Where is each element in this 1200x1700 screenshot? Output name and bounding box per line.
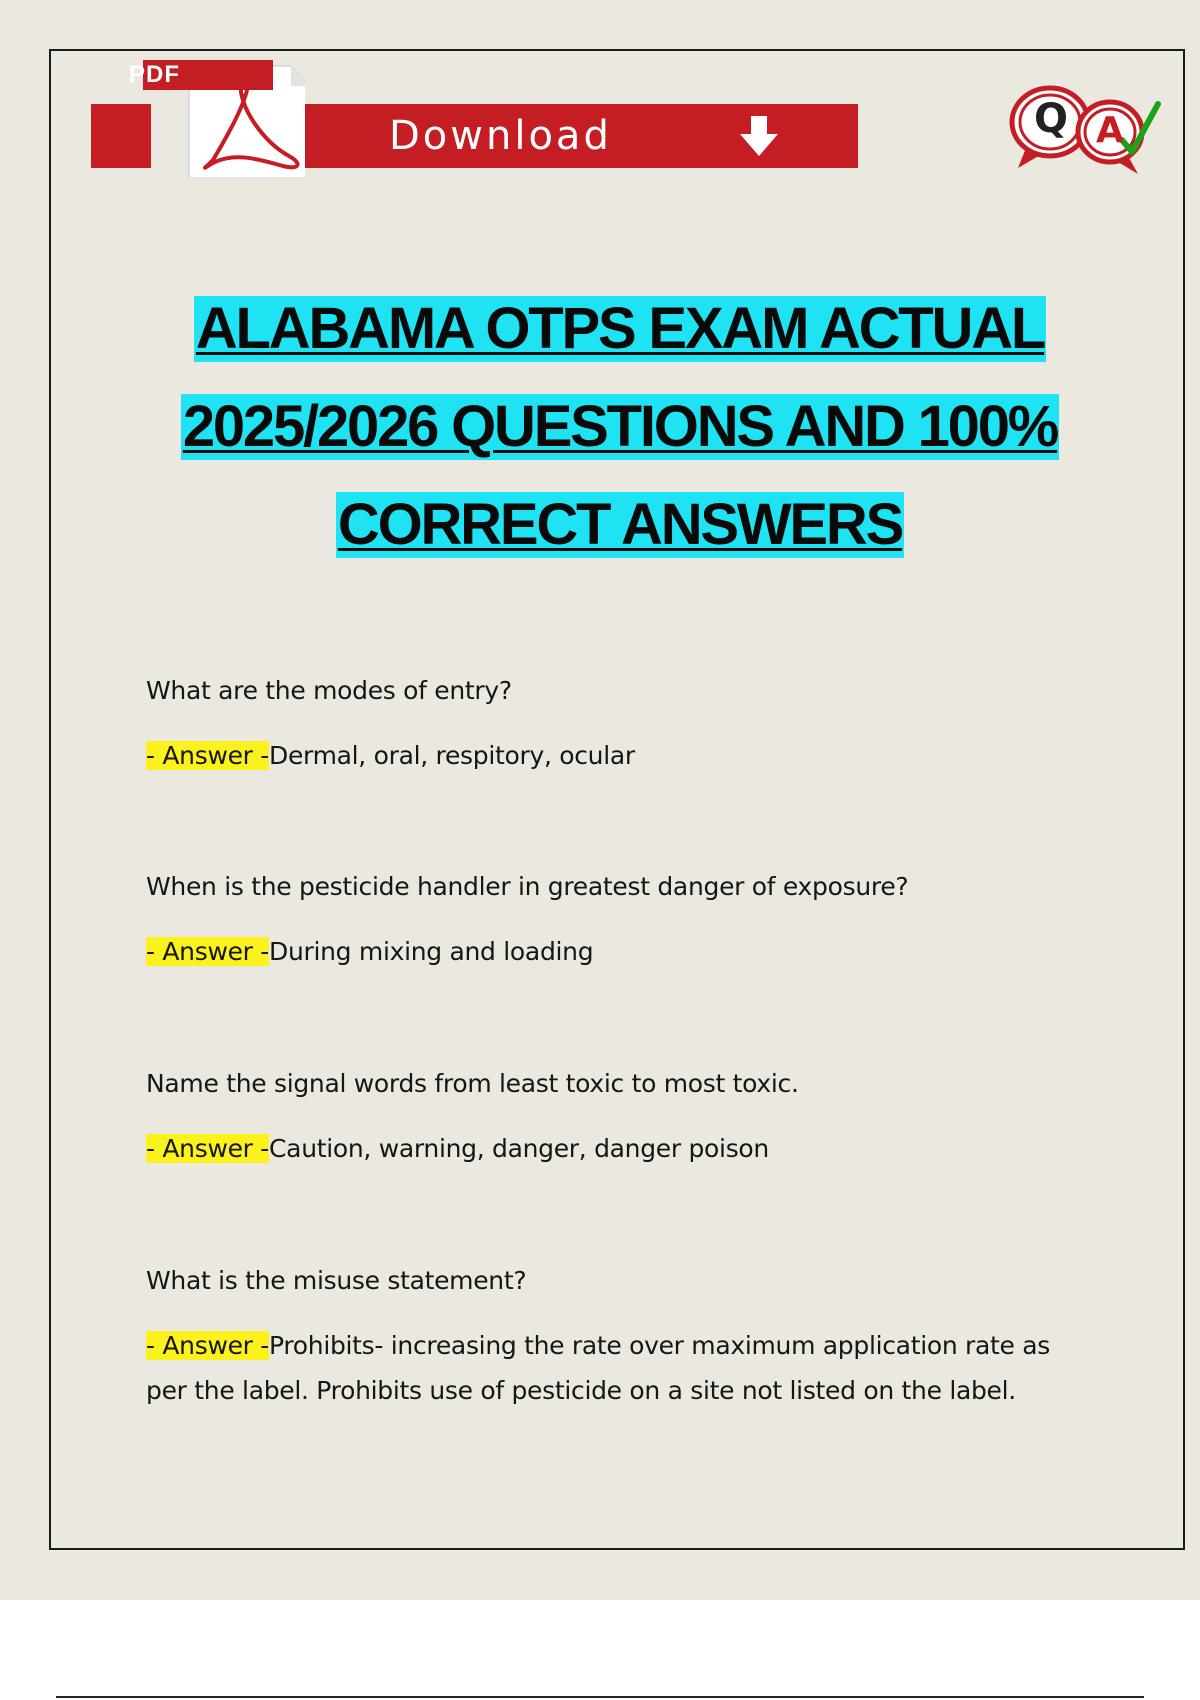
- qa-item-3: [146, 1061, 1086, 1171]
- qa-speech-bubbles-icon: [1006, 82, 1166, 178]
- logo-letter-a: A: [1096, 110, 1124, 151]
- title-line-3: CORRECT ANSWERS: [337, 492, 903, 557]
- answer-body: Dermal, oral, respitory, ocular: [269, 741, 635, 770]
- title-line-2: 2025/2026 QUESTIONS AND 100%: [182, 394, 1058, 459]
- title-line-1: ALABAMA OTPS EXAM ACTUAL: [195, 296, 1045, 361]
- question-text: When is the pesticide handler in greatest danger of exposure?: [146, 872, 909, 901]
- banner-left-stub: [91, 104, 151, 168]
- answer-body: Caution, warning, danger, danger poison: [269, 1134, 769, 1163]
- answer-text: [146, 733, 1086, 778]
- pdf-download-banner[interactable]: [91, 60, 859, 180]
- logo-letter-q: Q: [1034, 96, 1069, 142]
- answer-text: [146, 1126, 1086, 1171]
- download-button[interactable]: [301, 104, 858, 168]
- document-title: [60, 296, 1180, 590]
- answer-highlight-tag: - Answer -: [146, 1134, 270, 1163]
- answer-highlight-tag: - Answer -: [146, 937, 270, 966]
- answer-body: During mixing and loading: [269, 937, 594, 966]
- question-text: Name the signal words from least toxic to most toxic.: [146, 1069, 799, 1098]
- answer-text: [146, 929, 1086, 974]
- answer-highlight-tag: - Answer -: [146, 741, 270, 770]
- qa-item-4: [146, 1258, 1086, 1413]
- answer-highlight-tag: - Answer -: [146, 1331, 270, 1360]
- answer-body: Prohibits- increasing the rate over maximum application rate as per the label. Prohibits use of pesticide on a site not listed on the label.: [146, 1331, 1051, 1405]
- question-text: What is the misuse statement?: [146, 1266, 527, 1295]
- bottom-divider: [56, 1696, 1144, 1698]
- qa-logo: [1006, 82, 1166, 178]
- qa-item-1: [146, 668, 1086, 778]
- question-text: What are the modes of entry?: [146, 676, 512, 705]
- download-label: Download: [389, 113, 612, 159]
- answer-text: [146, 1323, 1086, 1413]
- pdf-tab-label: PDF: [129, 61, 180, 88]
- download-arrow-icon: [736, 116, 782, 160]
- qa-item-2: [146, 864, 1086, 974]
